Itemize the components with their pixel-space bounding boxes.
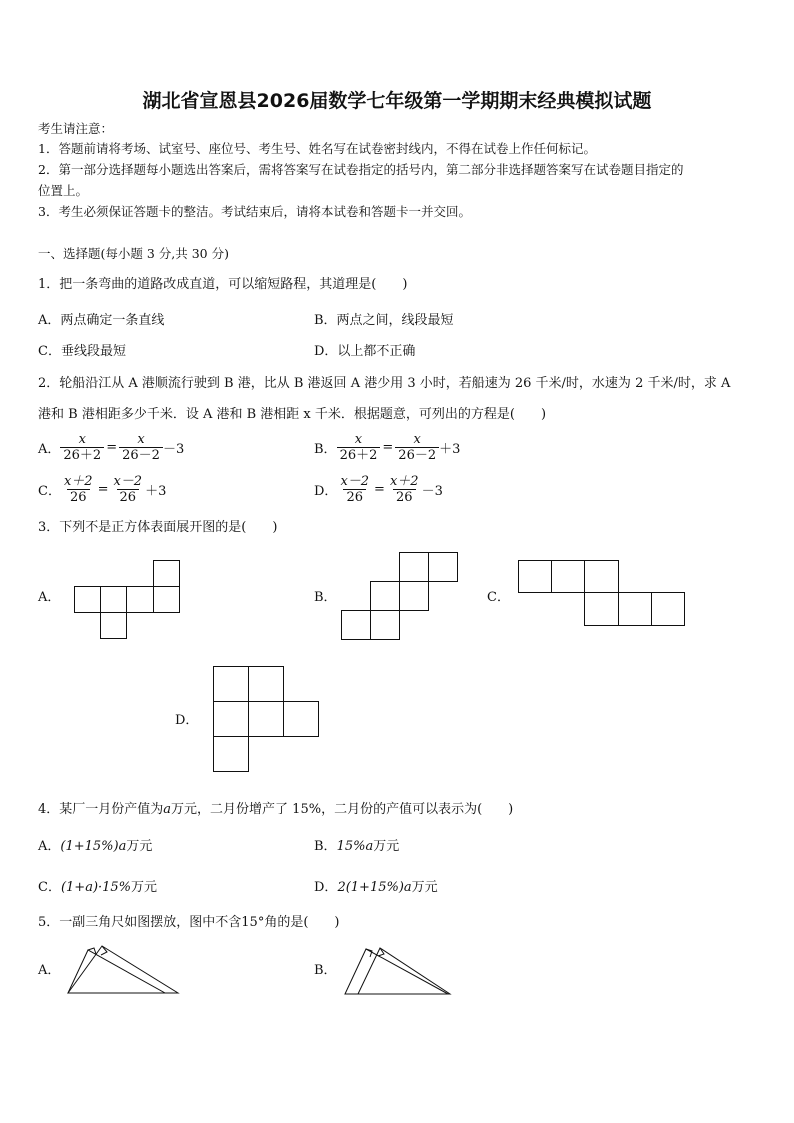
square bbox=[213, 736, 249, 772]
right-angle-mark bbox=[366, 949, 372, 957]
numerator: x bbox=[354, 432, 363, 447]
q1-stem: 1．把一条弯曲的道路改成直道，可以缩短路程，其道理是( ) bbox=[38, 277, 408, 292]
q4-stem-end: 万元，二月份增产了 15%，二月份的产值可以表示为( ) bbox=[171, 802, 514, 817]
q3-option-d-label: D． bbox=[175, 713, 199, 728]
constant-term: －3 bbox=[162, 442, 185, 457]
q5-stem: 5．一副三角尺如图摆放，图中不含15°角的是( ) bbox=[38, 915, 340, 930]
notice-heading: 考生请注意： bbox=[38, 121, 114, 136]
q4-b-expr: 15%a bbox=[336, 839, 374, 854]
square bbox=[248, 666, 284, 702]
square bbox=[74, 586, 101, 613]
square bbox=[370, 581, 400, 611]
fraction bbox=[60, 432, 104, 463]
q1-option-d: D．以上都不正确 bbox=[314, 344, 416, 359]
numerator: x－2 bbox=[340, 474, 370, 489]
fraction bbox=[337, 432, 381, 463]
fraction bbox=[387, 474, 422, 505]
denominator: 26 bbox=[393, 489, 416, 505]
constant-term: －3 bbox=[421, 484, 443, 499]
notice-item-2: 2．第一部分选择题每小题选出答案后，需将答案写在试卷指定的括号内，第二部分非选择题答案写在试卷题目指定的 bbox=[38, 162, 684, 177]
denominator: 26 bbox=[117, 489, 140, 505]
square bbox=[153, 586, 180, 613]
notice-item-1: 1．答题前请将考场、试室号、座位号、考生号、姓名写在试卷密封线内，不得在试卷上作任何标记。 bbox=[38, 141, 596, 156]
page-title: 湖北省宣恩县2026届数学七年级第一学期期末经典模拟试题 bbox=[142, 90, 652, 112]
square bbox=[399, 581, 429, 611]
fraction bbox=[110, 474, 145, 505]
set-square-1 bbox=[345, 949, 448, 994]
q4-d-expr: 2(1+15%)a bbox=[337, 880, 412, 895]
fraction bbox=[337, 474, 372, 505]
q1-option-c: C．垂线段最短 bbox=[38, 344, 126, 359]
numerator: x＋2 bbox=[389, 474, 419, 489]
q4-a-label: A． bbox=[38, 839, 61, 854]
q2-option-a bbox=[38, 432, 184, 463]
q2-option-c bbox=[38, 474, 166, 505]
numerator: x bbox=[78, 432, 86, 447]
q3-option-c-label: C． bbox=[487, 590, 510, 605]
set-square-1 bbox=[68, 950, 165, 993]
notice-item-2-cont: 位置上。 bbox=[38, 183, 89, 198]
square bbox=[153, 560, 180, 587]
square bbox=[428, 552, 458, 582]
square bbox=[370, 610, 400, 640]
square bbox=[248, 701, 284, 737]
notice-item-3: 3．考生必须保证答题卡的整洁。考试结束后，请将本试卷和答题卡一并交回。 bbox=[38, 204, 471, 219]
square bbox=[399, 552, 429, 582]
equals-sign: = bbox=[382, 440, 394, 455]
q1-option-a: A．两点确定一条直线 bbox=[38, 313, 165, 328]
fraction bbox=[395, 432, 439, 463]
q3-option-a-label: A． bbox=[38, 590, 61, 605]
numerator: x＋2 bbox=[63, 474, 93, 489]
q2-c-label: C． bbox=[38, 484, 61, 499]
q2-stem-line1: 2．轮船沿江从 A 港顺流行驶到 B 港，比从 B 港返回 A 港少用 3 小时，若船速为 26 千米/时，水速为 2 千米/时，求 A bbox=[38, 376, 731, 391]
q3-stem: 3．下列不是正方体表面展开图的是( ) bbox=[38, 520, 278, 535]
square bbox=[551, 560, 585, 593]
numerator: x bbox=[137, 432, 145, 447]
denominator: 26－2 bbox=[395, 447, 439, 463]
q4-b-label: B． bbox=[314, 839, 337, 854]
constant-term: ＋3 bbox=[439, 442, 461, 457]
q4-option-a bbox=[38, 838, 152, 856]
q2-option-d bbox=[314, 474, 443, 505]
square bbox=[584, 592, 619, 626]
equals-sign: = bbox=[97, 482, 109, 497]
numerator: x－2 bbox=[113, 474, 143, 489]
q4-option-c bbox=[38, 879, 157, 897]
denominator: 26 bbox=[67, 489, 90, 505]
numerator: x bbox=[413, 432, 421, 447]
q4-c-label: C． bbox=[38, 880, 61, 895]
square bbox=[584, 560, 619, 593]
q4-option-d bbox=[314, 879, 438, 897]
equals-sign: = bbox=[374, 482, 385, 497]
fraction bbox=[119, 432, 163, 463]
fraction bbox=[61, 474, 96, 505]
section-heading: 一、选择题(每小题 3 分,共 30 分) bbox=[38, 246, 229, 261]
q4-d-unit: 万元 bbox=[411, 880, 438, 895]
q5-figure-a bbox=[60, 940, 185, 998]
q1-option-b: B．两点之间，线段最短 bbox=[314, 313, 454, 328]
q4-a-expr: (1+15%)a bbox=[60, 839, 127, 854]
square bbox=[651, 592, 685, 626]
square bbox=[213, 701, 249, 737]
q2-d-label: D． bbox=[314, 484, 338, 499]
q2-b-label: B． bbox=[314, 442, 337, 457]
q5-option-b-label: B． bbox=[314, 963, 337, 978]
q4-stem bbox=[38, 801, 513, 819]
constant-term: ＋3 bbox=[145, 484, 167, 499]
square bbox=[341, 610, 371, 640]
equals-sign: = bbox=[106, 440, 118, 455]
square bbox=[518, 560, 552, 593]
q5-option-a-label: A． bbox=[38, 963, 61, 978]
square bbox=[100, 612, 127, 639]
denominator: 26－2 bbox=[119, 447, 163, 463]
q4-a-unit: 万元 bbox=[126, 839, 153, 854]
denominator: 26＋2 bbox=[60, 447, 104, 463]
q4-c-expr: (1+a)·15% bbox=[60, 880, 132, 895]
q4-c-unit: 万元 bbox=[131, 880, 158, 895]
q4-option-b bbox=[314, 838, 399, 856]
square bbox=[618, 592, 652, 626]
square bbox=[100, 586, 127, 613]
q2-option-b bbox=[314, 432, 460, 463]
square bbox=[126, 586, 154, 613]
q4-stem-start: 4．某厂一月份产值为 bbox=[38, 802, 164, 817]
variable-a: a bbox=[163, 802, 172, 817]
square bbox=[213, 666, 249, 702]
square bbox=[283, 701, 319, 737]
denominator: 26 bbox=[343, 489, 366, 505]
q2-a-label: A． bbox=[38, 442, 61, 457]
q5-figure-b bbox=[340, 940, 460, 998]
q4-b-unit: 万元 bbox=[373, 839, 400, 854]
denominator: 26＋2 bbox=[337, 447, 381, 463]
q2-stem-line2: 港和 B 港相距多少千米．设 A 港和 B 港相距 x 千米．根据题意，可列出的方程是( ) bbox=[38, 407, 547, 422]
q4-d-label: D． bbox=[314, 880, 338, 895]
q3-option-b-label: B． bbox=[314, 590, 337, 605]
